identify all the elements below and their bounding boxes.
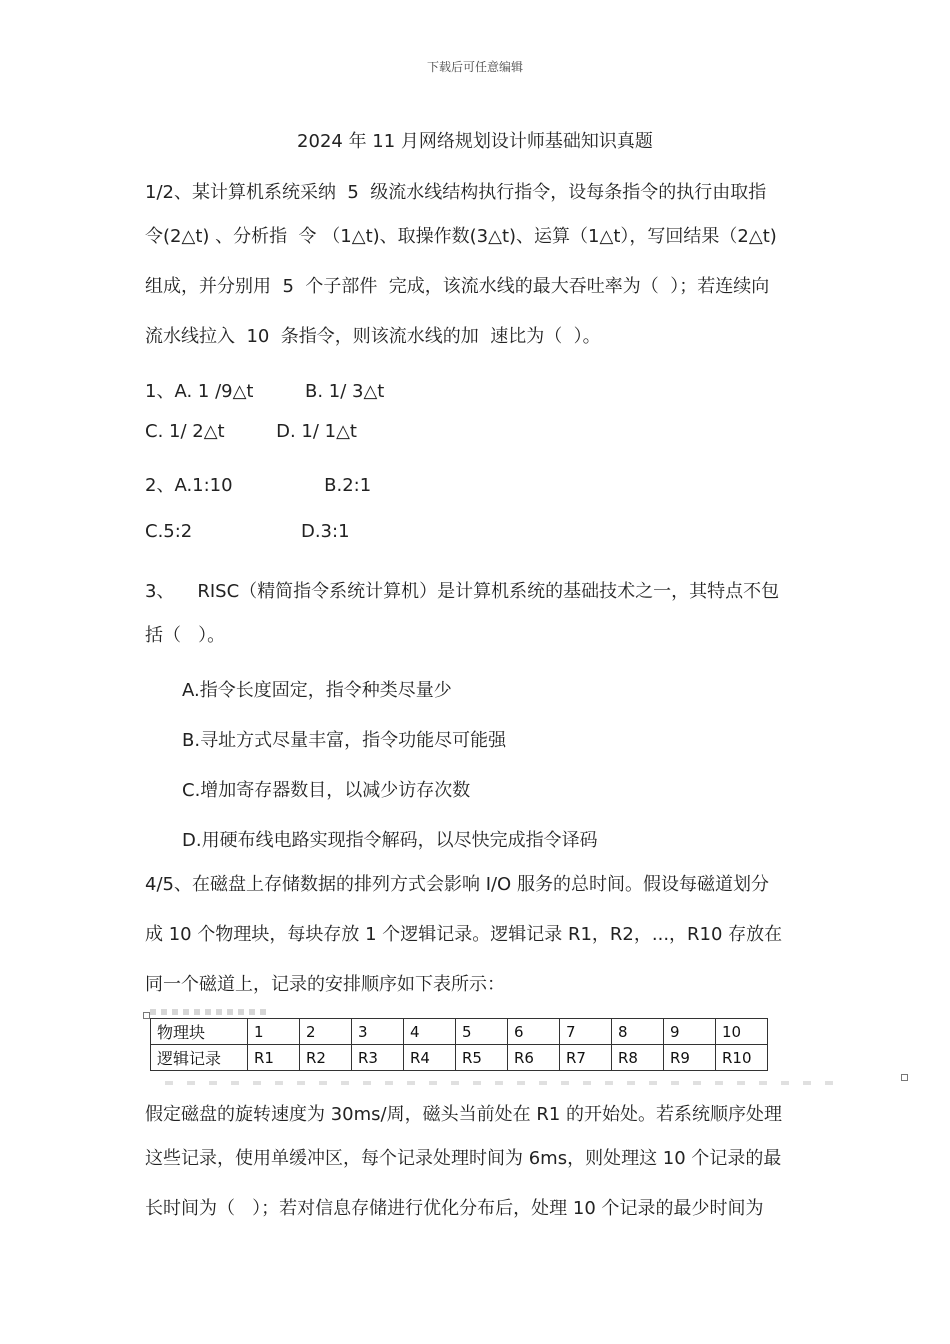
selection-handle-icon — [901, 1074, 908, 1081]
q3-line-2: 括（ ）。 — [145, 625, 226, 646]
table-cell: 1 — [248, 1019, 300, 1045]
table-cell: R2 — [300, 1045, 352, 1071]
q12-line-3: 组成，并分别用 5 个子部件 完成，该流水线的最大吞吐率为（ ）；若连续向 — [145, 276, 770, 297]
q1-options-ab: 1、A. 1 /9△t B. 1/ 3△t — [145, 381, 385, 402]
table-cell: 6 — [508, 1019, 560, 1045]
table-cell: 9 — [664, 1019, 716, 1045]
table-header-physical-block: 物理块 — [151, 1019, 248, 1045]
table-cell: 2 — [300, 1019, 352, 1045]
q12-line-4: 流水线拉入 10 条指令，则该流水线的加 速比为（ ）。 — [145, 326, 601, 347]
table-cell: R1 — [248, 1045, 300, 1071]
q45-line-1: 4/5、在磁盘上存储数据的排列方式会影响 I/O 服务的总时间。假设每磁道划分 — [145, 874, 769, 895]
q3-option-c: C.增加寄存器数目，以减少访存次数 — [182, 780, 471, 801]
table-cell: R7 — [560, 1045, 612, 1071]
table-cell: 5 — [456, 1019, 508, 1045]
table-row-logical-record — [151, 1045, 768, 1071]
table-cell: 10 — [716, 1019, 768, 1045]
table-cell: R3 — [352, 1045, 404, 1071]
q45-after-line-2: 这些记录，使用单缓冲区，每个记录处理时间为 6ms，则处理这 10 个记录的最 — [145, 1148, 782, 1169]
table-cell: R5 — [456, 1045, 508, 1071]
page-header: 下载后可任意编辑 — [426, 60, 523, 74]
q3-option-d: D.用硬布线电路实现指令解码，以尽快完成指令译码 — [182, 830, 598, 851]
q45-after-line-3: 长时间为（ ）；若对信息存储进行优化分布后，处理 10 个记录的最少时间为 — [145, 1198, 764, 1219]
q45-line-2: 成 10 个物理块，每块存放 1 个逻辑记录。逻辑记录 R1，R2，...，R10 存放在 — [145, 924, 783, 945]
table-cell: 3 — [352, 1019, 404, 1045]
page-title: 2024 年 11 月网络规划设计师基础知识真题 — [297, 131, 653, 152]
q2-options-cd: C.5:2 D.3:1 — [145, 521, 350, 542]
table-cell: R4 — [404, 1045, 456, 1071]
q3-option-a: A.指令长度固定，指令种类尽量少 — [182, 680, 452, 701]
scan-artifact-bottom — [165, 1081, 845, 1085]
table-cell: R8 — [612, 1045, 664, 1071]
q45-line-3: 同一个磁道上，记录的安排顺序如下表所示： — [145, 974, 505, 995]
selection-handle-icon — [143, 1012, 150, 1019]
q12-line-1: 1/2、某计算机系统采纳 5 级流水线结构执行指令，设每条指令的执行由取指 — [145, 182, 767, 203]
record-table — [150, 1018, 768, 1071]
q3-option-b: B.寻址方式尽量丰富，指令功能尽可能强 — [182, 730, 507, 751]
q45-after-line-1: 假定磁盘的旋转速度为 30ms/周，磁头当前处在 R1 的开始处。若系统顺序处理 — [145, 1104, 783, 1125]
q2-options-ab: 2、A.1:10 B.2:1 — [145, 475, 372, 496]
q1-options-cd: C. 1/ 2△t D. 1/ 1△t — [145, 421, 357, 442]
table-cell: R6 — [508, 1045, 560, 1071]
table-cell: R10 — [716, 1045, 768, 1071]
table-cell: R9 — [664, 1045, 716, 1071]
q3-line-1: 3、 RISC（精简指令系统计算机）是计算机系统的基础技术之一，其特点不包 — [145, 581, 780, 602]
table-row-physical-block — [151, 1019, 768, 1045]
table-cell: 7 — [560, 1019, 612, 1045]
table-cell: 4 — [404, 1019, 456, 1045]
table-cell: 8 — [612, 1019, 664, 1045]
q12-line-2: 令(2△t) 、分析指 令 （1△t)、取操作数(3△t)、运算（1△t），写回结果（2△t) — [145, 226, 777, 247]
scan-artifact-top — [150, 1009, 270, 1015]
table-header-logical-record: 逻辑记录 — [151, 1045, 248, 1071]
